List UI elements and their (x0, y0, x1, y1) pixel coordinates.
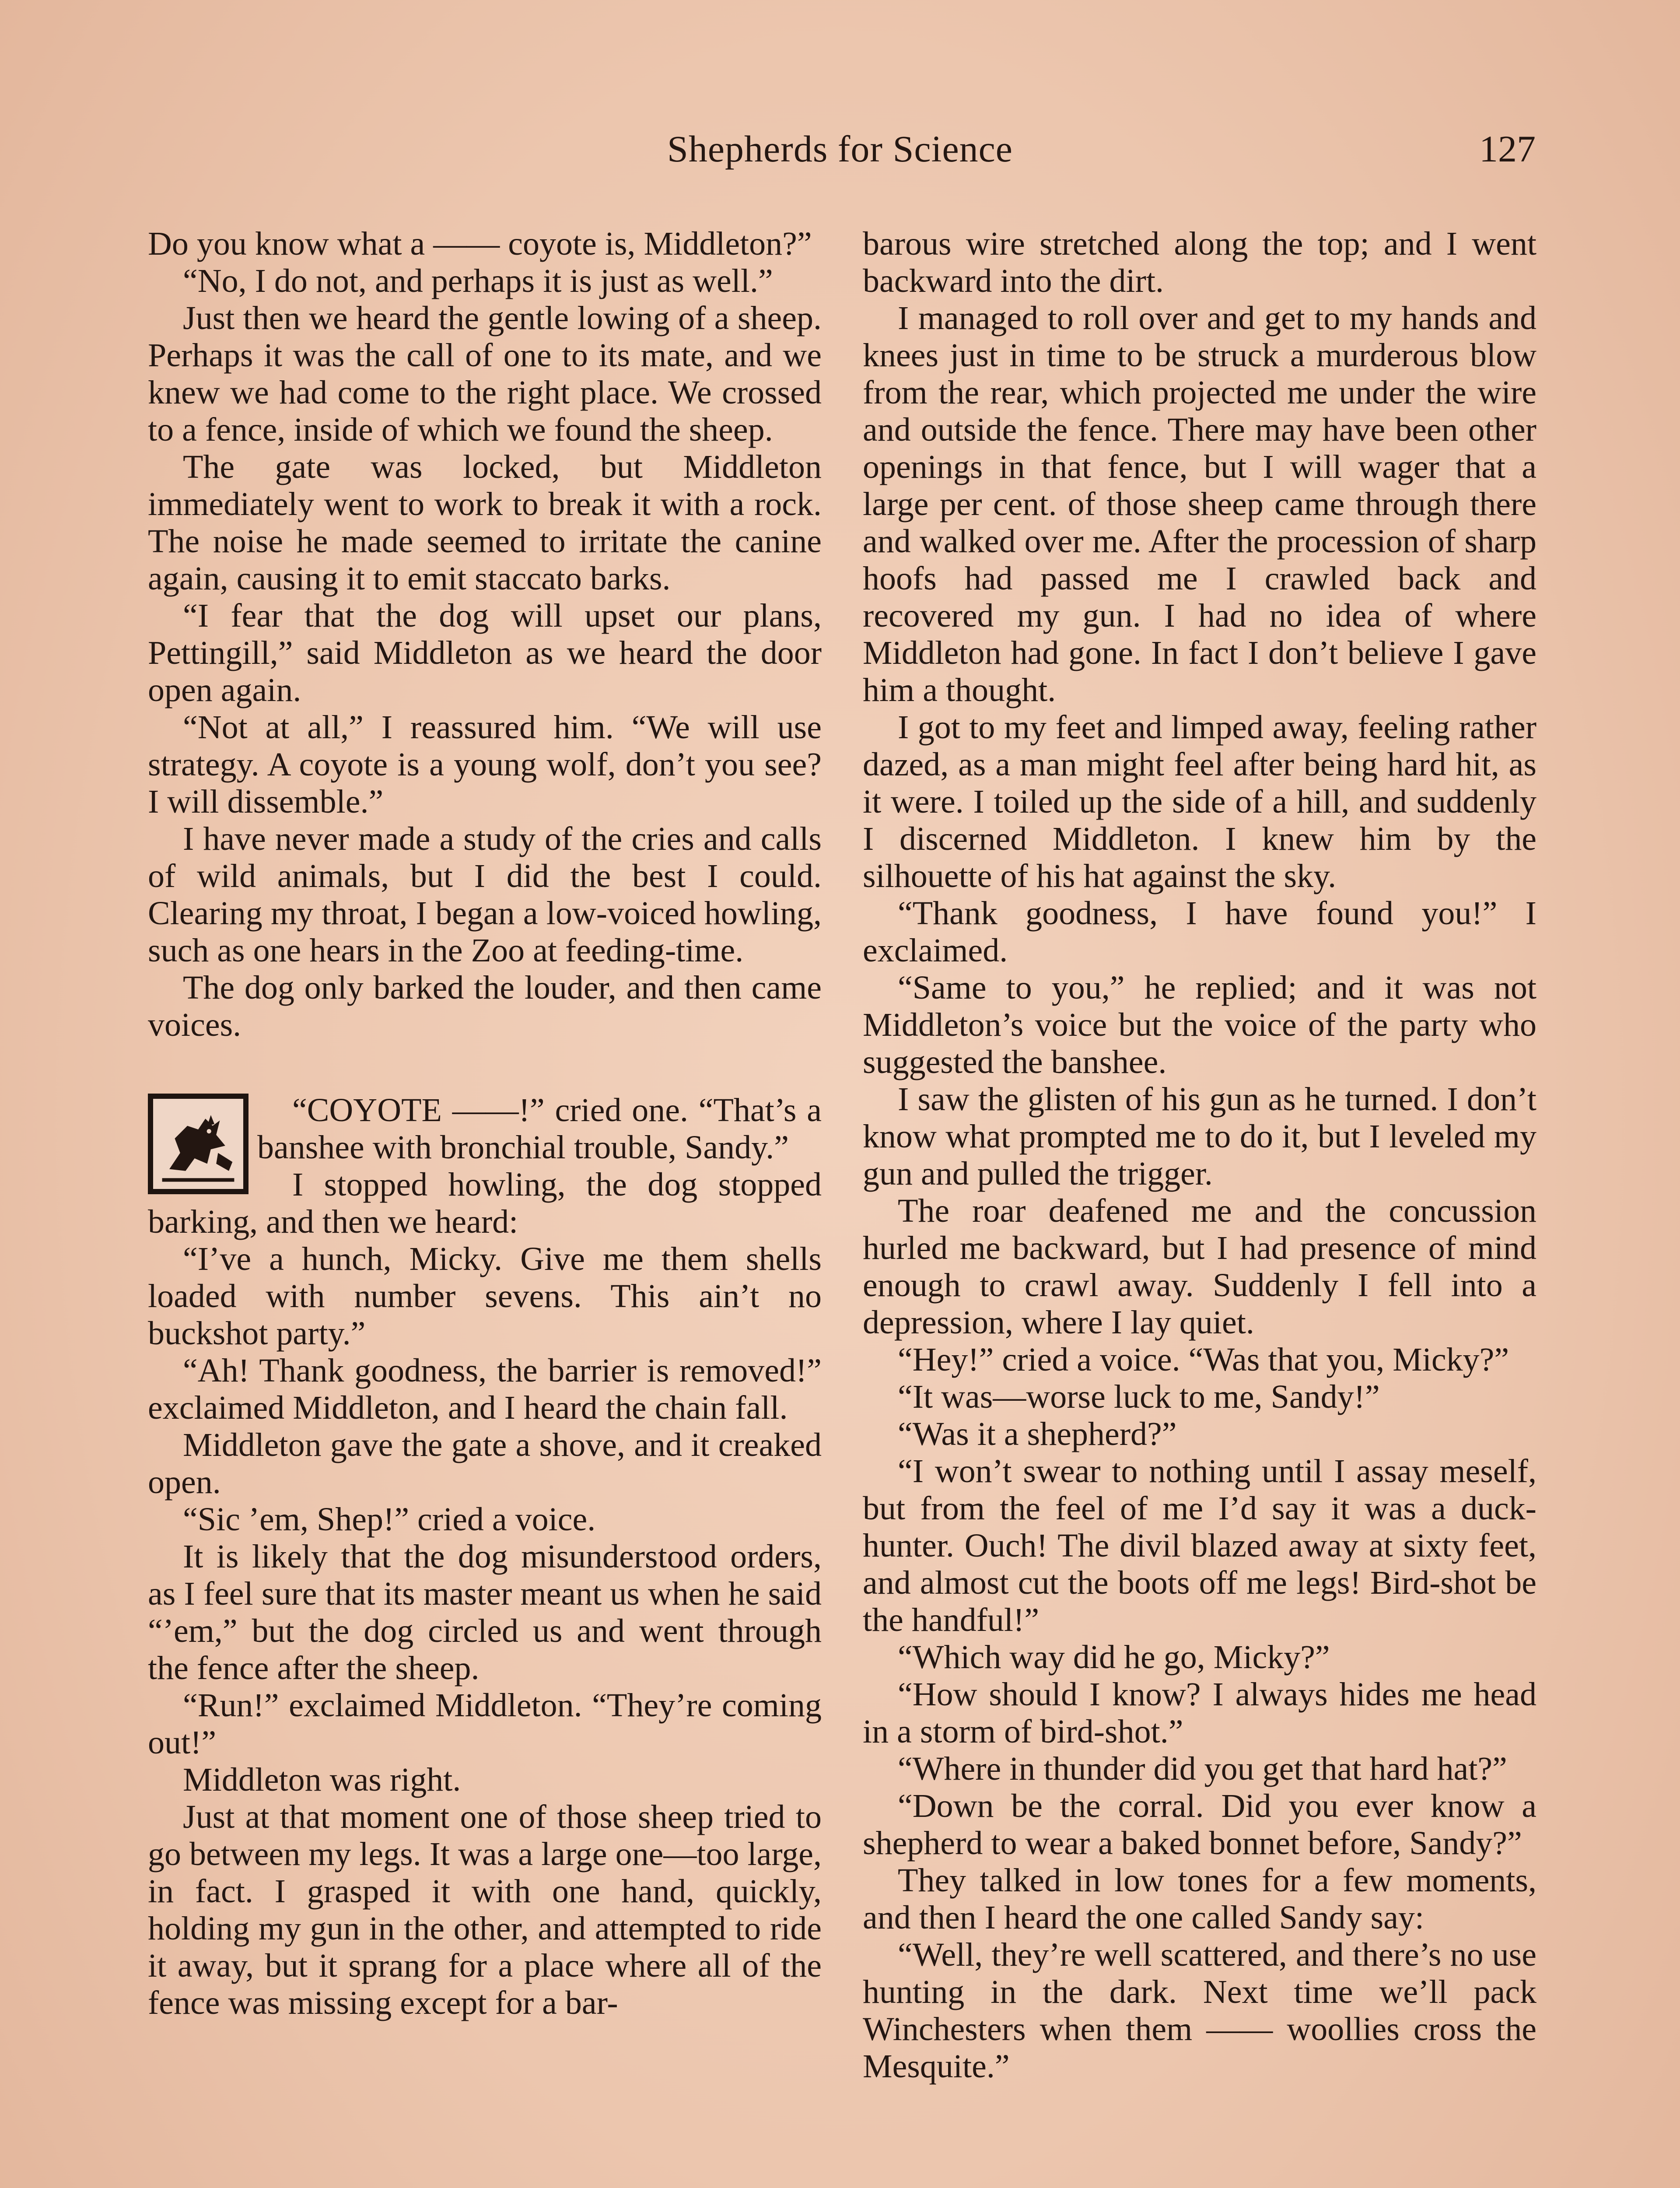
paragraph: “Which way did he go, Micky?” (898, 1639, 1330, 1676)
paragraph: The dog only barked the louder, and then came voices. (148, 969, 822, 1043)
paragraph: Just at that moment one of those sheep tried to go between my legs. It was a large one—too large, in fact. I grasped it with one hand, quickly, holding my gun in the other, and attempted to ride it away, but it sprang for a place where all of the fence was missing except for a bar- (148, 1799, 822, 2021)
paragraph: “Run!” exclaimed Middleton. “They’re coming out!” (148, 1687, 822, 1761)
paragraph: They talked in low tones for a few moments, and then I heard the one called Sandy say: (863, 1862, 1536, 1936)
paragraph: Middleton gave the gate a shove, and it creaked open. (148, 1427, 822, 1501)
paragraph: Just then we heard the gentle lowing of a sheep. Perhaps it was the call of one to its mate, and we knew we had come to the right place. We crossed to a fence, inside of which we found the sheep. (148, 300, 822, 448)
paragraph: “It was—worse luck to me, Sandy!” (898, 1378, 1380, 1415)
page-number: 127 (1479, 128, 1536, 170)
paragraph: “I’ve a hunch, Micky. Give me them shells loaded with number sevens. This ain’t no buckshot party.” (148, 1241, 822, 1352)
paragraph: “Where in thunder did you get that hard hat?” (898, 1750, 1507, 1787)
paragraph: I have never made a study of the cries and calls of wild animals, but I did the best I could. Clearing my throat, I began a low-voiced howling, such as one hears in the Zoo at feeding-time. (148, 820, 822, 969)
paragraph: “Ah! Thank goodness, the barrier is removed!” exclaimed Middleton, and I heard the chain fall. (148, 1352, 822, 1426)
paragraph: “Not at all,” I reassured him. “We will use strategy. A coyote is a young wolf, don’t you see? I will dissemble.” (148, 709, 822, 820)
running-title: Shepherds for Science (667, 128, 1013, 170)
section-break (148, 1044, 822, 1092)
paragraph: The gate was locked, but Middleton immediately went to work to break it with a rock. The noise he made seemed to irritate the canine again, causing it to emit staccato barks. (148, 449, 822, 597)
paragraph: “Was it a shepherd?” (898, 1416, 1177, 1452)
page-header (144, 127, 1536, 188)
paragraph: I stopped howling, the dog stopped barking, and then we heard: (148, 1166, 822, 1240)
paragraph: “Hey!” cried a voice. “Was that you, Micky?” (898, 1341, 1509, 1378)
paragraph: “Down be the corral. Did you ever know a shepherd to wear a baked bonnet before, Sandy?” (863, 1788, 1536, 1862)
dropcap-paragraph: “COYOTE ——!” cried one. “That’s a banshee with bronchial trouble, Sandy.” (257, 1092, 822, 1166)
left-column (148, 225, 822, 2022)
paragraph: The roar deafened me and the concussion hurled me backward, but I had presence of mind enough to crawl away. Suddenly I fell into a depression, where I lay quiet. (863, 1192, 1536, 1341)
paragraph: I got to my feet and limped away, feeling rather dazed, as a man might feel after being hard hit, as it were. I toiled up the side of a hill, and suddenly I discerned Middleton. I knew him by the silhouette of his hat against the sky. (863, 709, 1536, 894)
paragraph: It is likely that the dog misunderstood orders, as I feel sure that its master meant us when he said “’em,” but the dog circled us and went through the fence after the sheep. (148, 1538, 822, 1687)
paragraph: “I won’t swear to nothing until I assay meself, but from the feel of me I’d say it was a duck-hunter. Ouch! The divil blazed away at sixty feet, and almost cut the boots off me legs! Bird-shot be the handful!” (863, 1453, 1536, 1638)
paragraph: I managed to roll over and get to my hands and knees just in time to be struck a murderous blow from the rear, which projected me under the wire and outside the fence. There may have been other openings in that fence, but I will wager that a large per cent. of those sheep came through there and walked over me. After the procession of sharp hoofs had passed me I crawled back and recovered my gun. I had no idea of where Middleton had gone. In fact I don’t believe I gave him a thought. (863, 300, 1536, 708)
right-column (863, 225, 1536, 2085)
paragraph: “Same to you,” he replied; and it was not Middleton’s voice but the voice of the party who suggested the banshee. (863, 969, 1536, 1080)
paragraph: I saw the glisten of his gun as he turned. I don’t know what prompted me to do it, but I leveled my gun and pulled the trigger. (863, 1081, 1536, 1192)
coyote-vignette-icon (148, 1094, 248, 1194)
paragraph: “No, I do not, and perhaps it is just as well.” (183, 263, 773, 299)
paragraph: “Thank goodness, I have found you!” I exclaimed. (863, 895, 1536, 969)
paragraph: Middleton was right. (183, 1761, 461, 1798)
paragraph: barous wire stretched along the top; and I went backward into the dirt. (863, 225, 1536, 299)
paragraph: “I fear that the dog will upset our plans, Pettingill,” said Middleton as we heard the door open again. (148, 597, 822, 708)
paragraph: “How should I know? I always hides me head in a storm of bird-shot.” (863, 1676, 1536, 1750)
paragraph: “Sic ’em, Shep!” cried a voice. (183, 1501, 596, 1538)
paragraph: Do you know what a —— coyote is, Middleton?” (148, 225, 812, 262)
paragraph: “Well, they’re well scattered, and there’s no use hunting in the dark. Next time we’ll pack Winchesters when them —— woollies cross the Mesquite.” (863, 1936, 1536, 2085)
